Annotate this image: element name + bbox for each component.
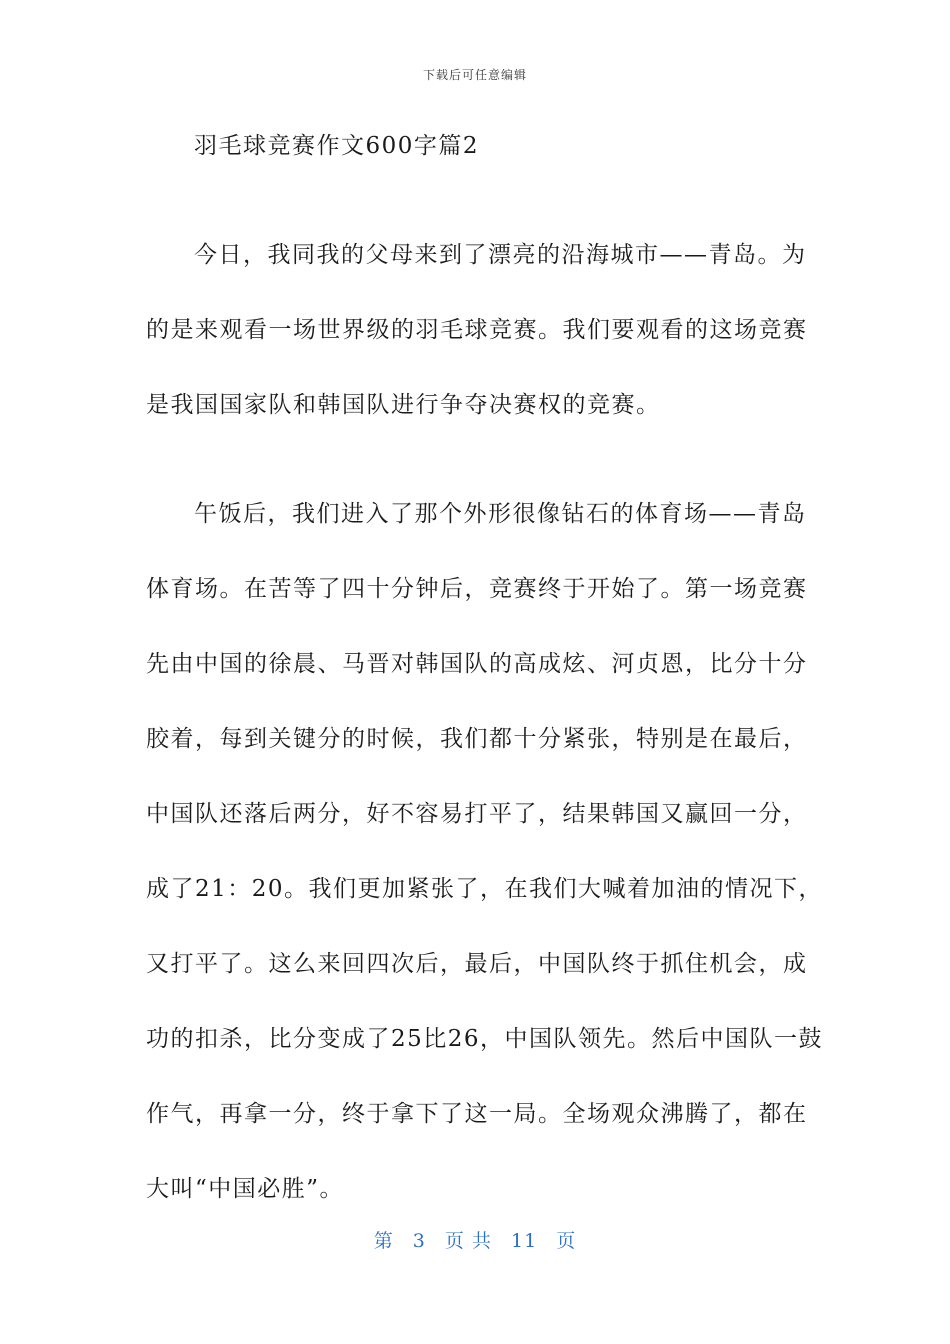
paragraph-line: 午饭后，我们进入了那个外形很像钻石的体育场——青岛 [194, 501, 807, 527]
footer-middle: 页 共 [444, 1230, 492, 1252]
paragraph-line: 先由中国的徐晨、马晋对韩国队的高成炫、河贞恩，比分十分 [146, 651, 808, 677]
footer-prefix: 第 [373, 1230, 394, 1252]
article-title: 羽毛球竞赛作文600字篇2 [194, 133, 480, 159]
paragraph-line: 作气，再拿一分，终于拿下了这一局。全场观众沸腾了，都在 [146, 1101, 808, 1127]
paragraph-line: 胶着，每到关键分的时候，我们都十分紧张，特别是在最后， [146, 726, 808, 752]
paragraph-line: 体育场。在苦等了四十分钟后，竞赛终于开始了。第一场竞赛 [146, 576, 808, 602]
paragraph-line: 又打平了。这么来回四次后，最后，中国队终于抓住机会，成 [146, 951, 808, 977]
paragraph-2 [146, 494, 824, 1244]
paragraph-1 [146, 235, 808, 460]
paragraph-line: 今日，我同我的父母来到了漂亮的沿海城市——青岛。为 [194, 242, 807, 268]
current-page-number: 3 [412, 1230, 426, 1252]
page-number-footer [0, 1226, 950, 1253]
paragraph-line: 成了21：20。我们更加紧张了，在我们大喊着加油的情况下， [146, 876, 824, 902]
paragraph-line: 的是来观看一场世界级的羽毛球竞赛。我们要观看的这场竞赛 [146, 317, 808, 343]
footer-suffix: 页 [556, 1230, 577, 1252]
paragraph-line: 是我国国家队和韩国队进行争夺决赛权的竞赛。 [146, 392, 661, 418]
paragraph-line: 中国队还落后两分，好不容易打平了，结果韩国又赢回一分， [146, 801, 808, 827]
article-body [146, 126, 824, 1244]
total-page-count: 11 [511, 1230, 538, 1252]
header-note: 下载后可任意编辑 [422, 68, 527, 82]
paragraph-line: 大叫“中国必胜”。 [146, 1176, 345, 1202]
paragraph-line: 功的扣杀，比分变成了25比26，中国队领先。然后中国队一鼓 [146, 1026, 824, 1052]
